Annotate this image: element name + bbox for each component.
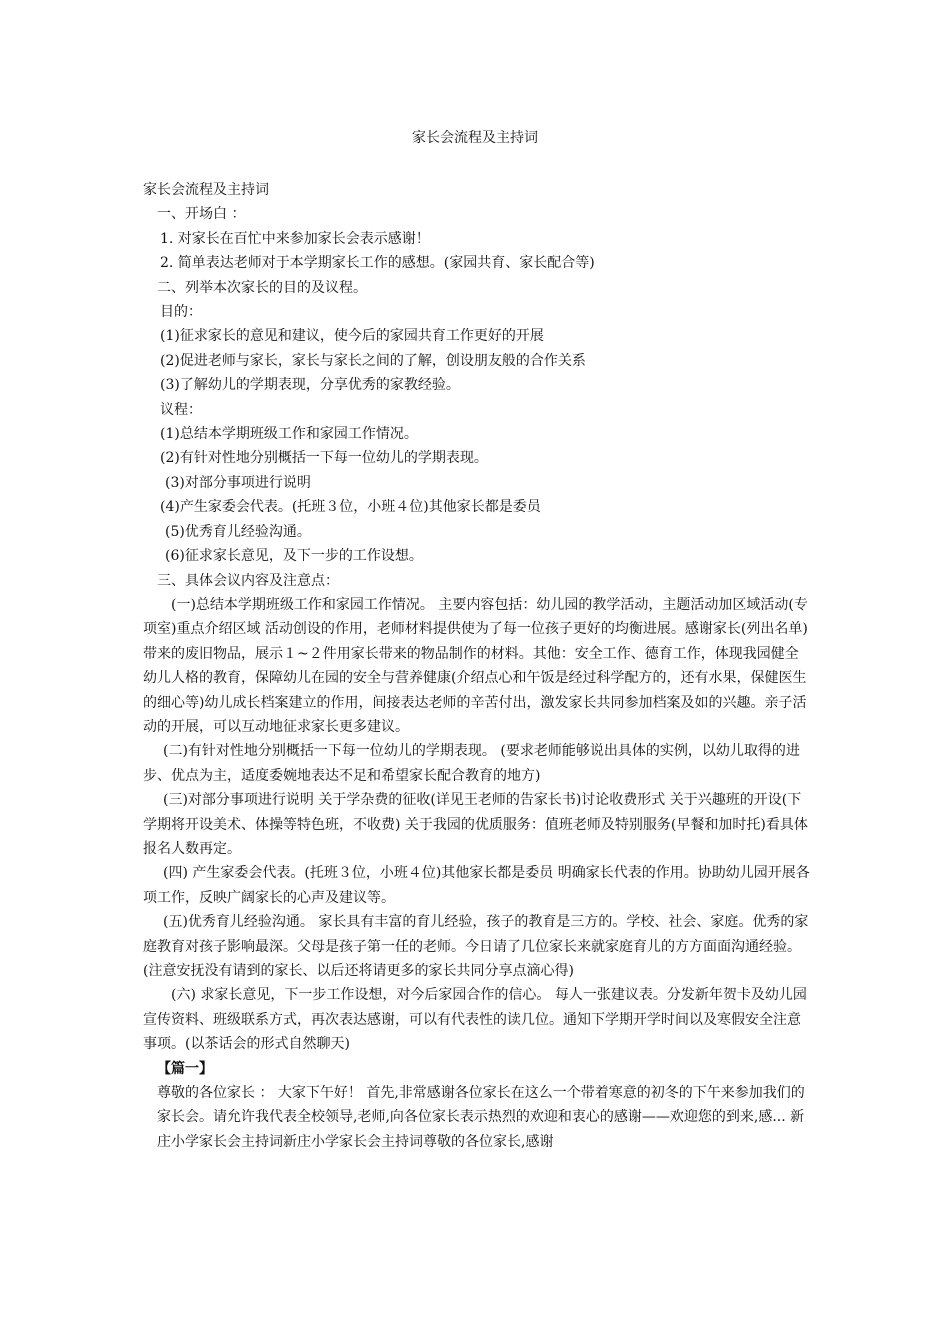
paragraph: 尊敬的各位家长 ： 大家下午好！ 首先,非常感谢各位家长在这么一个带着寒意的初冬的下午来参加我们的家长会。请允许我代表全校领导,老师,向各位家长表示热烈的欢迎和衷心的感谢——欢迎您的到来,感... 新庄小学家长会主持词新庄小学家长会主持词尊敬的各位家长,感谢 [157,1085,805,1150]
paragraph: 目的： [160,304,202,321]
paragraph: (3)对部分事项进行说明 [165,474,311,491]
paragraph: (6)征求家长意见，及下一步的工作设想。 [165,548,423,565]
paragraph: (三)对部分事项进行说明 关于学杂费的征收(详见王老师的告家长书)讨论收费形式 关于兴趣班的开设(下学期将开设美术、体操等特色班，不收费) 关于我园的优质服务：值班老师及特别服务(早餐和加时托)看具体报名人数再定。 [143,792,808,857]
paragraph: 2. 简单表达老师对于本学期家长工作的感想。(家园共育、家长配合等) [160,255,595,272]
paragraph: 一、开场白 ： [157,206,246,223]
paragraph: 二、列举本次家长的目的及议程。 [157,279,367,296]
document-body [143,178,811,1154]
document-title: 家长会流程及主持词 [412,130,538,146]
paragraph: 1. 对家长在百忙中来参加家长会表示感谢！ [160,230,430,247]
paragraph: (2)有针对性地分别概括一下每一位幼儿的学期表现。 [160,450,488,467]
paragraph: 议程： [160,401,202,418]
paragraph: (2)促进老师与家长，家长与家长之间的了解，创设朋友般的合作关系 [160,352,586,369]
paragraph: (二)有针对性地分别概括一下每一位幼儿的学期表现。 (要求老师能够说出具体的实例，以幼儿取得的进步、优点为主，适度委婉地表达不足和希望家长配合教育的地方) [143,743,800,784]
paragraph: (3)了解幼儿的学期表现，分享优秀的家教经验。 [160,377,460,394]
paragraph: (六) 求家长意见，下一步工作设想，对今后家园合作的信心。 每人一张建议表。分发新年贺卡及幼儿园宣传资料、班级联系方式，再次表达感谢，可以有代表性的读几位。通知下学期开学时间以及寒假安全注意事项。(以茶话会的形式自然聊天) [143,987,807,1053]
paragraph: 【篇一】 [157,1060,213,1077]
paragraph: (四) 产生家委会代表。(托班３位，小班４位)其他家长都是委员 明确家长代表的作用。协助幼儿园开展各项工作，反映广阔家长的心声及建议等。 [143,865,810,906]
paragraph: (1)总结本学期班级工作和家园工作情况。 [160,426,418,443]
paragraph: (一)总结本学期班级工作和家园工作情况。 主要内容包括：幼儿园的教学活动，主题活动加区域活动(专项室)重点介绍区域 活动创设的作用，老师材料提供使为了每一位孩子更好的均衡进展。感谢家长(列出名单)带来的废旧物品，展示１~２件用家长带来的物品制作的材料。其他：安全工作、德育工作，体现我园健全幼儿人格的教育，保障幼儿在园的安全与营养健康(介绍点心和午饭是经过科学配方的，还有水果，保健医生的细心等)幼儿成长档案建立的作用，间接表达老师的辛苦付出，激发家长共同参加档案及如的兴趣。亲子活动的开展，可以互动地征求家长更多建议。 [143,596,808,735]
paragraph: (1)征求家长的意见和建议，使今后的家园共育工作更好的开展 [160,328,544,345]
paragraph: (五)优秀育儿经验沟通。 家长具有丰富的育儿经验，孩子的教育是三方的。学校、社会、家庭。优秀的家庭教育对孩子影响最深。父母是孩子第一任的老师。今日请了几位家长来就家庭育儿的方方面面沟通经验。(注意安抚没有请到的家长、以后还将请更多的家长共同分享点滴心得) [143,914,809,979]
paragraph: 三、具体会议内容及注意点： [157,572,339,589]
paragraph: (4)产生家委会代表。(托班３位，小班４位)其他家长都是委员 [160,499,541,516]
paragraph: 家长会流程及主持词 [143,182,269,198]
paragraph: (5)优秀育儿经验沟通。 [165,523,311,540]
